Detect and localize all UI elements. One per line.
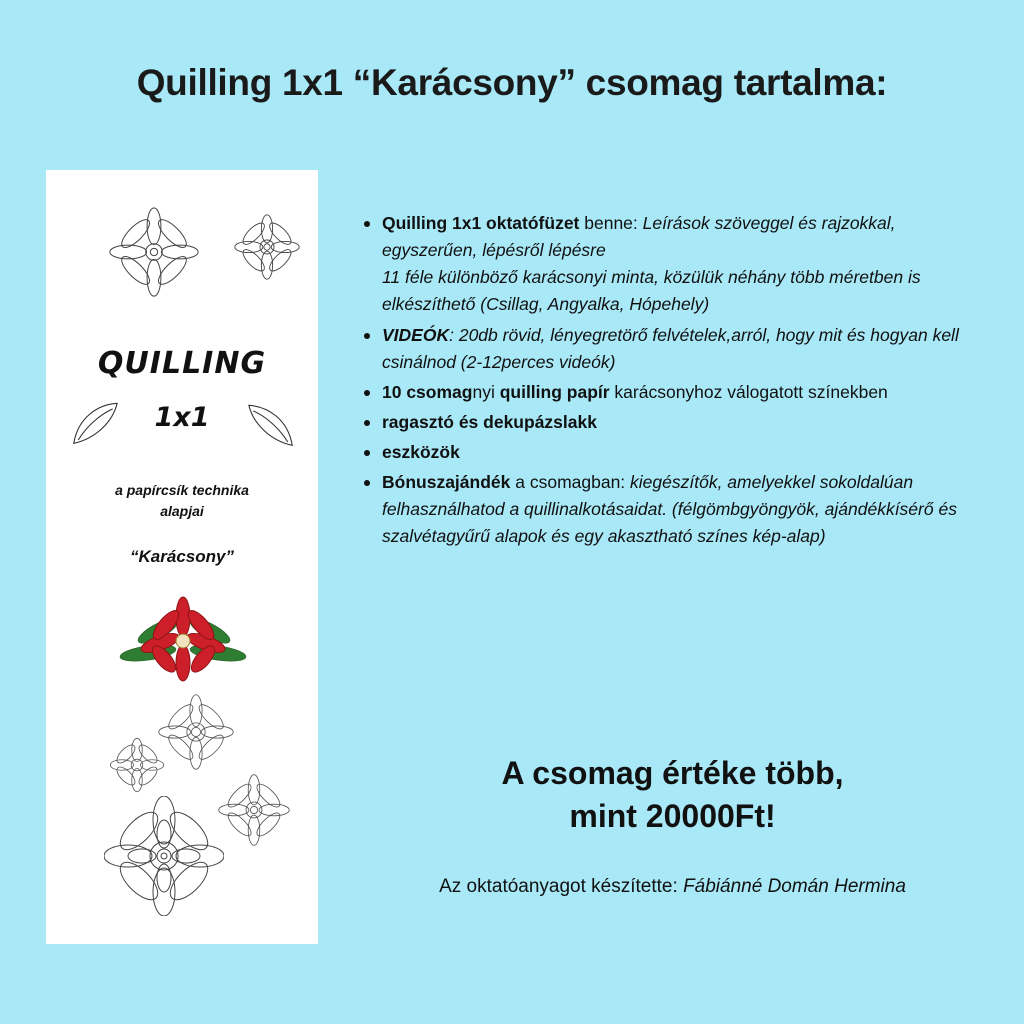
cover-image-card [46,170,318,944]
snowflake-top-left-icon [108,206,200,298]
bullet-1-desc: Leírások szöveggel és rajzokkal, egyszerűen, lépésről lépésre [382,213,896,261]
snowflake-bottom-right-icon [218,774,290,846]
cover-theme: “Karácsony” [130,547,234,566]
snowflake-small-left-icon [108,736,166,794]
cover-tagline-line2: alapjai [160,503,204,519]
bullet-2-desc: : 20db rövid, lényegretörő felvételek,arról, hogy mit és hogyan kell csinálnod (2-12perces videók) [382,324,959,372]
package-contents-list [360,210,985,554]
bullet-3-mid: nyi [472,381,500,402]
bullet-1-lead: Quilling 1x1 oktatófüzet [382,213,580,233]
bullet-6-lead: Bónuszajándék [382,472,511,493]
bullet-6-connector: a csomagban: [510,472,631,493]
bullet-3-lead: 10 csomag [382,381,473,402]
snowflake-top-right-icon [232,212,302,282]
bullet-1-desc2: 11 féle különböző karácsonyi minta, közülük néhány több méretben is elkészíthető (Csillag, Angyalka, Hópehely) [382,267,921,315]
list-item [360,469,985,550]
list-item [360,409,985,436]
package-value-line2: mint 20000Ft! [569,798,776,835]
bullet-4-lead: ragasztó és dekupázslakk [382,411,597,432]
cover-tagline-line1: a papírcsík technika [115,482,249,498]
author-credit-name: Fábiánné Domán Hermina [683,876,906,897]
snowflake-bottom-large-icon [104,796,224,916]
cover-title: QUILLING [97,346,267,381]
list-item [360,439,985,466]
bullet-1-connector: benne: [579,213,643,233]
bullet-3-tail: karácsonyhoz válogatott színekben [609,381,888,402]
cover-tagline [46,480,318,522]
leaf-right-icon [242,402,298,452]
bullet-2-lead: VIDEÓK [382,324,450,345]
leaf-left-icon [68,400,124,450]
bullet-3-emph: quilling papír [499,381,610,402]
cover-subtitle-number: 1x1 [154,402,210,433]
package-value-line1: A csomag értéke több, [501,755,844,791]
page-title: Quilling 1x1 “Karácsony” csomag tartalma: [136,62,888,103]
list-item [360,210,985,319]
author-credit [360,872,985,902]
cover-image-inner [46,170,318,944]
package-value-callout [360,752,985,838]
list-item [360,379,985,406]
poinsettia-flower-icon [118,595,248,685]
bullet-5-lead: eszközök [382,442,460,462]
author-credit-prefix: Az oktatóanyagot készítette: [439,876,684,897]
snowflake-mid-right-icon [158,694,234,770]
bullet-6-desc: kiegészítők, amelyekkel sokoldalúan felhasználhatod a quillinalkotásaidat. (félgömbgyöngyök, ajándékkísérő és szalvétagyűrű alapok és egy akasztható színes kép-alap) [382,472,957,547]
list-item [360,322,985,376]
